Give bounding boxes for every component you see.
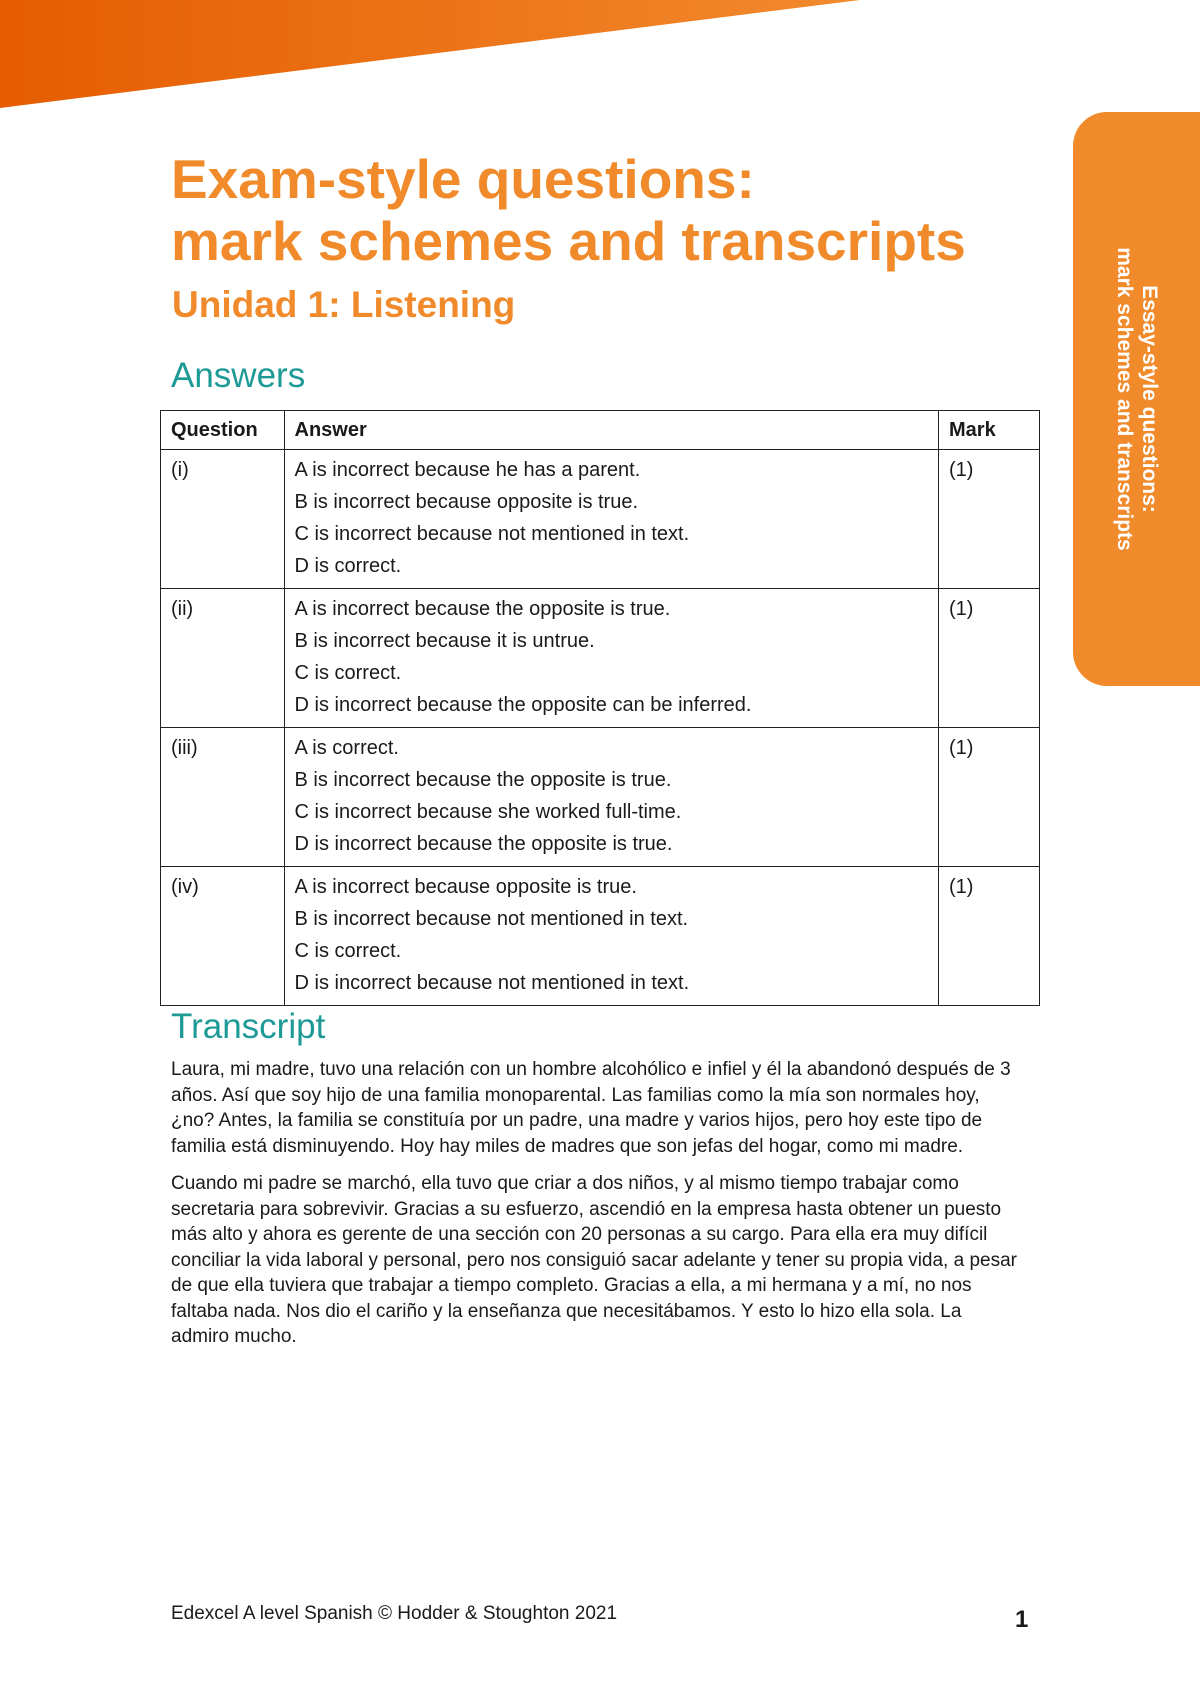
page-title (171, 148, 966, 272)
answer-line: D is correct. (294, 555, 402, 577)
answer-line: B is incorrect because opposite is true. (294, 491, 639, 513)
answer-line: C is correct. (294, 662, 402, 684)
table-row (161, 450, 1040, 589)
answer-line: C is incorrect because she worked full-time. (294, 801, 682, 823)
answer-line: C is incorrect because not mentioned in text. (294, 523, 690, 545)
header-question: Question (161, 411, 285, 450)
mark-cell: (1) (939, 589, 1040, 728)
transcript-paragraph-1: Laura, mi madre, tuvo una relación con un hombre alcohólico e infiel y él la abandonó después de 3 años. Así que soy hijo de una familia monoparental. Las familias como la mía son normales hoy, ¿no? Antes, la familia se constituía por un padre, una madre y varios hijos, pero hoy este tipo de familia está disminuyendo. Hoy hay miles de madres que son jefas del hogar, como mi madre. (171, 1059, 1011, 1157)
answer-cell (284, 589, 939, 728)
answer-cell (284, 728, 939, 867)
side-tab (1073, 112, 1200, 686)
table-row (161, 728, 1040, 867)
answer-line: B is incorrect because not mentioned in text. (294, 908, 689, 930)
answer-line: C is correct. (294, 940, 402, 962)
answer-line: D is incorrect because the opposite can be inferred. (294, 694, 752, 716)
top-banner-decoration (0, 0, 860, 110)
answer-cell (284, 867, 939, 1006)
transcript-heading: Transcript (171, 1007, 326, 1046)
table-row (161, 867, 1040, 1006)
answer-line: A is correct. (294, 737, 399, 759)
question-cell: (ii) (161, 589, 285, 728)
page-title-line-1: Exam-style questions: (171, 148, 755, 210)
answers-table (160, 410, 1040, 1006)
page-subtitle: Unidad 1: Listening (172, 284, 516, 325)
answer-line: A is incorrect because opposite is true. (294, 876, 637, 898)
page-title-line-2: mark schemes and transcripts (171, 210, 966, 272)
header-mark: Mark (939, 411, 1040, 450)
answer-line: A is incorrect because the opposite is true. (294, 598, 671, 620)
footer-copyright: Edexcel A level Spanish © Hodder & Stoughton 2021 (171, 1603, 618, 1624)
answers-heading: Answers (171, 356, 306, 395)
answer-line: D is incorrect because not mentioned in text. (294, 972, 690, 994)
mark-cell: (1) (939, 728, 1040, 867)
question-cell: (iii) (161, 728, 285, 867)
page-number: 1 (1015, 1606, 1029, 1633)
answer-line: D is incorrect because the opposite is true. (294, 833, 673, 855)
transcript-paragraph-2: Cuando mi padre se marchó, ella tuvo que criar a dos niños, y al mismo tiempo trabajar como secretaria para sobrevivir. Gracias a su esfuerzo, ascendió en la empresa hasta obtener un puesto más alto y ahora es gerente de una sección con 20 personas a su cargo. Para ella era muy difícil conciliar la vida laboral y personal, pero nos consiguió sacar adelante y tener su propia vida, a pesar de que ella tuviera que trabajar a tiempo completo. Gracias a ella, a mi hermana y a mí, no nos faltaba nada. Nos dio el cariño y la enseñanza que necesitábamos. Y esto lo hizo ella sola. La admiro mucho. (171, 1173, 1017, 1347)
answer-line: A is incorrect because he has a parent. (294, 459, 641, 481)
side-tab-line-1: Essay-style questions: (1137, 285, 1161, 513)
answer-line: B is incorrect because the opposite is true. (294, 769, 672, 791)
transcript-body (171, 1057, 1021, 1362)
mark-cell: (1) (939, 867, 1040, 1006)
mark-cell: (1) (939, 450, 1040, 589)
answer-cell (284, 450, 939, 589)
side-tab-line-2: mark schemes and transcripts (1112, 247, 1136, 551)
answer-line: B is incorrect because it is untrue. (294, 630, 595, 652)
side-tab-label (1112, 247, 1162, 550)
question-cell: (i) (161, 450, 285, 589)
question-cell: (iv) (161, 867, 285, 1006)
header-answer: Answer (284, 411, 939, 450)
table-header-row (161, 411, 1040, 450)
table-row (161, 589, 1040, 728)
